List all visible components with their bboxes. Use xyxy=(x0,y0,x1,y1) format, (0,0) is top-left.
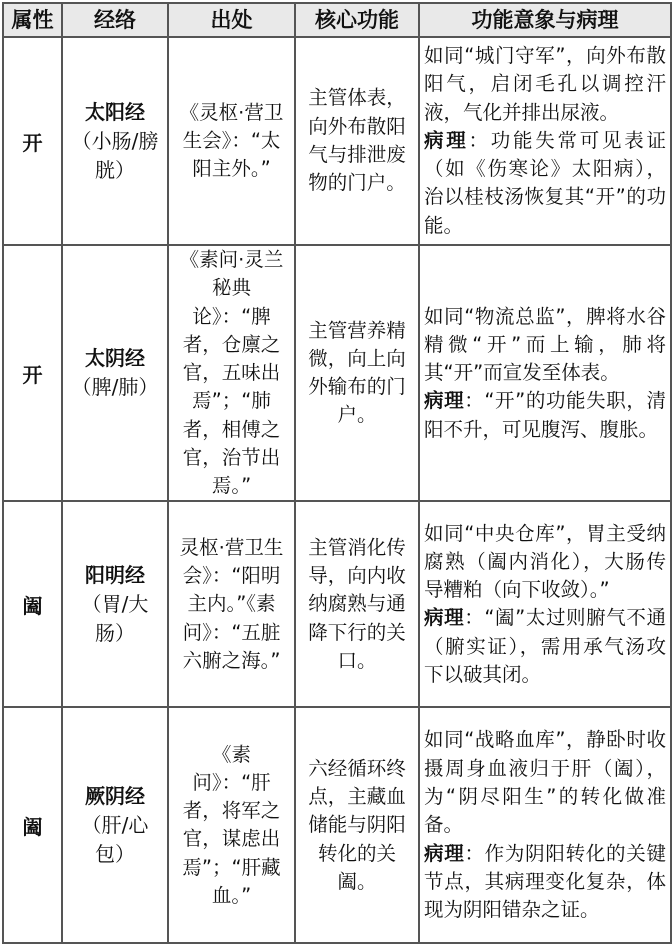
pathology-paragraph xyxy=(424,604,666,689)
pathology-paragraph xyxy=(424,127,666,240)
source-cell: 《素问》：“肝者，将军之官，谋虑出焉”；“肝藏血。” xyxy=(168,707,295,943)
meridian-organs: （小肠/膀胱） xyxy=(71,128,159,182)
table-row xyxy=(3,245,671,501)
meridian-table xyxy=(2,2,672,944)
header-core-function: 核心功能 xyxy=(295,3,419,37)
core-function-cell: 主管消化传导，向内收纳腐熟与通降下行的关口。 xyxy=(295,501,419,707)
table-row xyxy=(3,501,671,707)
core-function-cell: 六经循环终点，主藏血储能与阴阳转化的关阖。 xyxy=(295,707,419,943)
function-image-text: 如同“中央仓库”，胃主受纳腐熟（阖内消化），大肠传导糟粕（向下收敛）。” xyxy=(424,521,666,602)
pathology-text: ：“阖”太过则腑气不通（腑实证），需用承气汤攻下以破其闭。 xyxy=(424,606,666,686)
pathology-paragraph xyxy=(424,387,666,444)
function-image-text: 如同“物流总监”，脾将水谷精微“开”而上输，肺将其“开”而宣发至体表。 xyxy=(424,304,666,385)
header-image-pathology: 功能意象与病理 xyxy=(419,3,671,37)
meridian-cell xyxy=(62,707,168,943)
meridian-cell xyxy=(62,37,168,245)
meridian-name: 太阴经 xyxy=(85,346,145,371)
meridian-organs: （肝/心包） xyxy=(81,812,149,866)
pathology-label: 病理 xyxy=(424,128,469,152)
source-cell: 《灵枢·营卫生会》：“太阳主外。” xyxy=(168,37,295,245)
meridian-organs: （胃/大肠） xyxy=(81,591,149,645)
source-cell: 灵枢·营卫生会》：“阳明主内。”《素问》：“五脏六腑之海。” xyxy=(168,501,295,707)
header-source: 出处 xyxy=(168,3,295,37)
header-meridian: 经络 xyxy=(62,3,168,37)
image-pathology-cell xyxy=(419,707,671,943)
meridian-cell xyxy=(62,501,168,707)
attribute-cell: 开 xyxy=(3,245,62,501)
meridian-cell xyxy=(62,245,168,501)
meridian-name: 厥阴经 xyxy=(85,783,145,808)
core-function-cell: 主管营养精微，向上向外输布的门户。 xyxy=(295,245,419,501)
pathology-label: 病理 xyxy=(424,841,465,865)
pathology-text: ：功能失常可见表证（如《伤寒论》太阳病），治以桂枝汤恢复其“开”的功能。 xyxy=(424,128,666,237)
function-image-text: 如同“战略血库”，静卧时收摄周身血液归于肝（阖），为“阴尽阳生”的转化做准备。 xyxy=(424,728,666,837)
pathology-label: 病理 xyxy=(424,389,465,413)
table-row xyxy=(3,707,671,943)
image-pathology-cell xyxy=(419,37,671,245)
source-cell: 《素问·灵兰秘典论》：“脾者，仓廪之官，五味出焉”；“肺者，相傅之官，治节出焉。” xyxy=(168,245,295,501)
header-row xyxy=(3,3,671,37)
pathology-text: ：“开”的功能失职，清阳不升，可见腹泻、腹胀。 xyxy=(424,389,666,441)
pathology-text: ：作为阴阳转化的关键节点，其病理变化复杂，体现为阴阳错杂之证。 xyxy=(424,841,666,922)
attribute-cell: 阖 xyxy=(3,501,62,707)
meridian-name: 阳明经 xyxy=(85,562,145,587)
attribute-cell: 阖 xyxy=(3,707,62,943)
image-pathology-cell xyxy=(419,501,671,707)
core-function-cell: 主管体表，向外布散阳气与排泄废物的门户。 xyxy=(295,37,419,245)
pathology-paragraph xyxy=(424,840,666,925)
attribute-cell: 开 xyxy=(3,37,62,245)
image-pathology-cell xyxy=(419,245,671,501)
table-row xyxy=(3,37,671,245)
meridian-name: 太阳经 xyxy=(85,99,145,124)
function-image-text: 如同“城门守军”，向外布散阳气，启闭毛孔以调控汗液，气化并排出尿液。 xyxy=(424,44,666,124)
meridian-organs: （脾/肺） xyxy=(71,375,159,400)
header-attribute: 属性 xyxy=(3,3,62,37)
pathology-label: 病理 xyxy=(424,606,465,630)
